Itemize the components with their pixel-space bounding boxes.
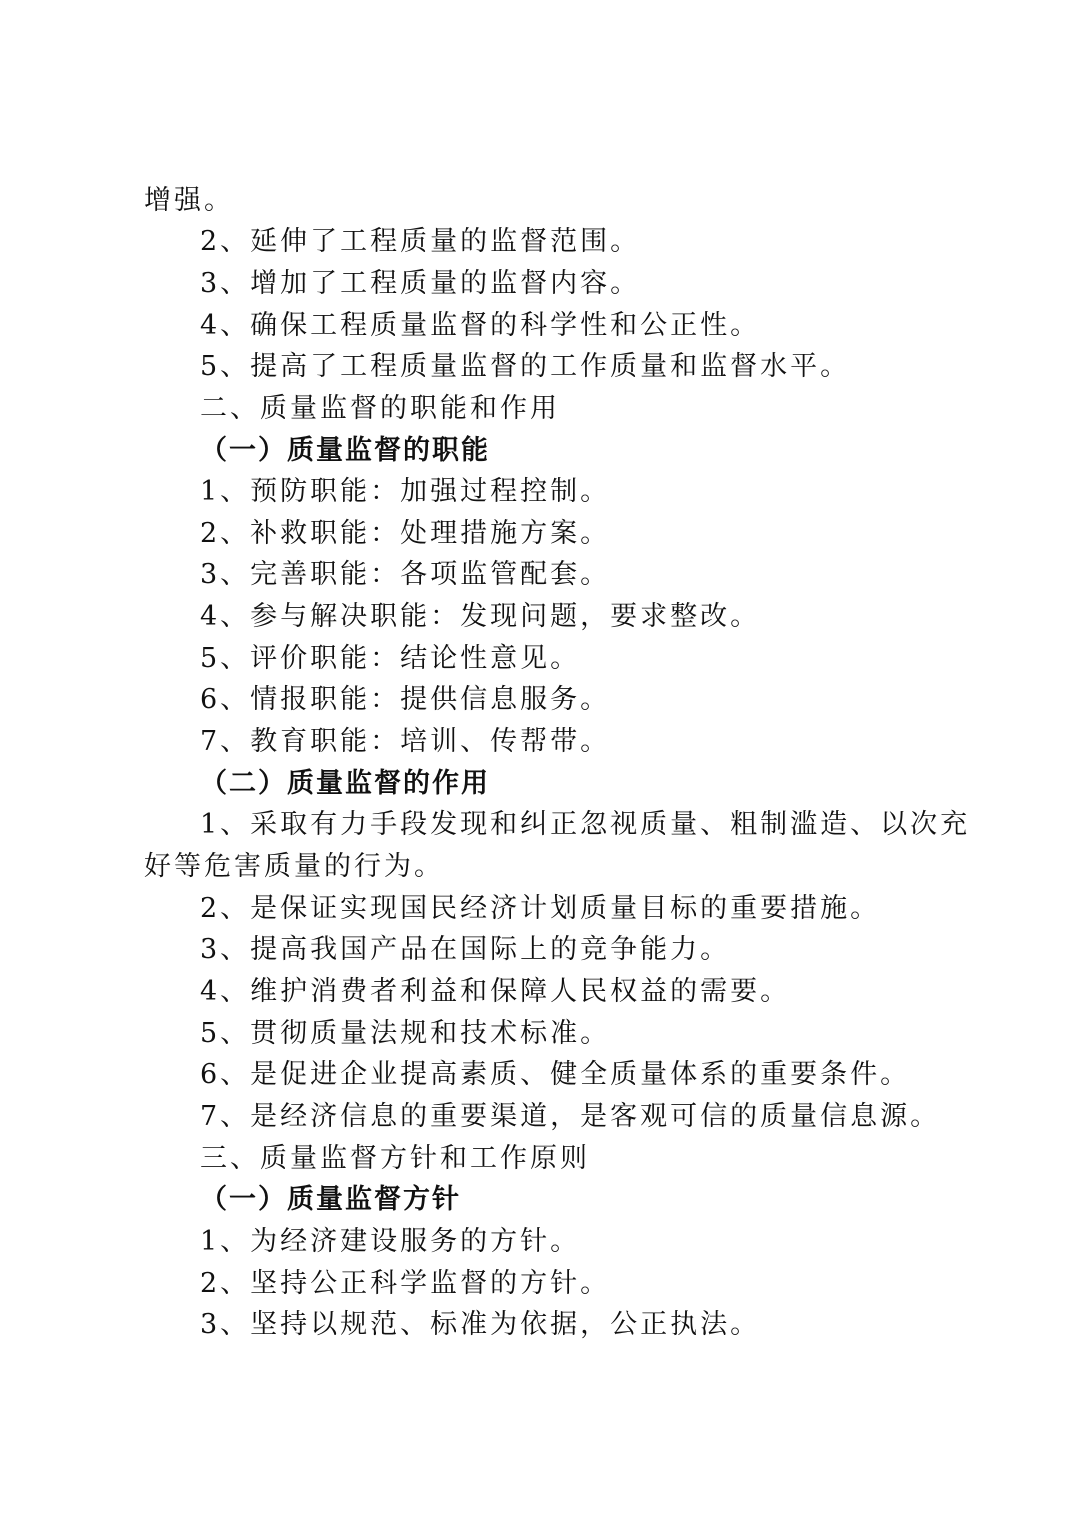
list-item: 4、参与解决职能：发现问题，要求整改。 xyxy=(200,601,761,632)
list-item: 6、情报职能：提供信息服务。 xyxy=(200,684,611,715)
list-item: 7、教育职能：培训、传帮带。 xyxy=(200,726,611,757)
list-item: 4、确保工程质量监督的科学性和公正性。 xyxy=(200,310,761,341)
list-item: 2、补救职能：处理措施方案。 xyxy=(200,518,611,549)
list-item: 3、提高我国产品在国际上的竞争能力。 xyxy=(200,934,731,965)
list-item: 1、为经济建设服务的方针。 xyxy=(200,1226,581,1257)
list-item: 5、提高了工程质量监督的工作质量和监督水平。 xyxy=(200,351,851,382)
list-item: 7、是经济信息的重要渠道，是客观可信的质量信息源。 xyxy=(200,1101,941,1132)
subsection-heading: （一）质量监督方针 xyxy=(200,1184,461,1215)
list-item: 3、完善职能：各项监管配套。 xyxy=(200,559,611,590)
section-heading: 三、质量监督方针和工作原则 xyxy=(200,1143,590,1174)
subsection-heading: （二）质量监督的作用 xyxy=(200,768,490,799)
list-item: 2、坚持公正科学监督的方针。 xyxy=(200,1268,611,1299)
list-item: 3、坚持以规范、标准为依据，公正执法。 xyxy=(200,1309,761,1340)
section-heading: 二、质量监督的职能和作用 xyxy=(200,393,560,424)
list-item: 2、延伸了工程质量的监督范围。 xyxy=(200,226,641,257)
list-item: 5、贯彻质量法规和技术标准。 xyxy=(200,1018,611,1049)
subsection-heading: （一）质量监督的职能 xyxy=(200,435,490,466)
list-item: 1、预防职能：加强过程控制。 xyxy=(200,476,611,507)
list-item: 3、增加了工程质量的监督内容。 xyxy=(200,268,641,299)
list-item-continuation: 好等危害质量的行为。 xyxy=(144,851,444,882)
list-item: 4、维护消费者利益和保障人民权益的需要。 xyxy=(200,976,791,1007)
list-item: 1、采取有力手段发现和纠正忽视质量、粗制滥造、以次充 xyxy=(200,809,971,840)
list-item: 6、是促进企业提高素质、健全质量体系的重要条件。 xyxy=(200,1059,911,1090)
paragraph-continuation: 增强。 xyxy=(144,185,234,216)
list-item: 5、评价职能：结论性意见。 xyxy=(200,643,581,674)
list-item: 2、是保证实现国民经济计划质量目标的重要措施。 xyxy=(200,893,881,924)
